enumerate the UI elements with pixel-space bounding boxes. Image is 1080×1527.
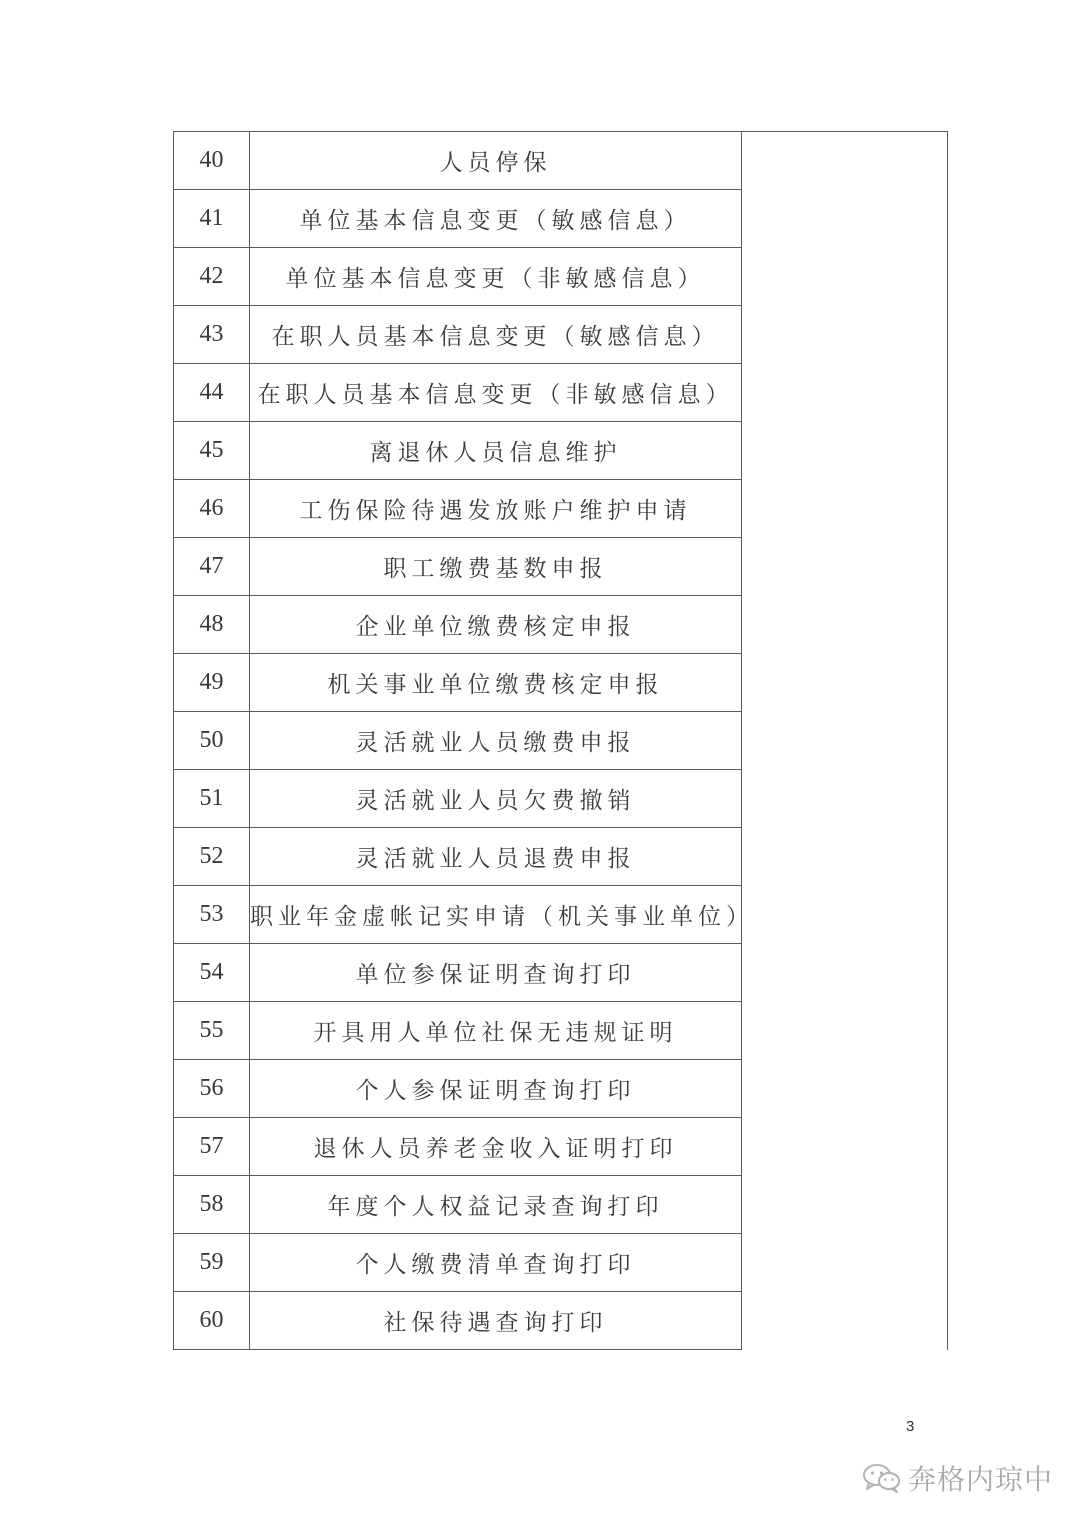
table-row	[174, 132, 948, 190]
item-name: 离退休人员信息维护	[250, 422, 742, 480]
row-number: 48	[174, 596, 250, 654]
item-name: 单位基本信息变更（敏感信息）	[250, 190, 742, 248]
item-name: 职业年金虚帐记实申请（机关事业单位）	[250, 886, 742, 944]
item-name: 个人缴费清单查询打印	[250, 1234, 742, 1292]
row-number: 59	[174, 1234, 250, 1292]
item-name: 灵活就业人员缴费申报	[250, 712, 742, 770]
item-name: 灵活就业人员欠费撤销	[250, 770, 742, 828]
page-number: 3	[906, 1418, 915, 1435]
item-name: 机关事业单位缴费核定申报	[250, 654, 742, 712]
row-number: 41	[174, 190, 250, 248]
service-items-table	[173, 131, 948, 1350]
row-number: 50	[174, 712, 250, 770]
row-number: 44	[174, 364, 250, 422]
watermark	[862, 1458, 1053, 1498]
item-name: 开具用人单位社保无违规证明	[250, 1002, 742, 1060]
item-name: 单位参保证明查询打印	[250, 944, 742, 1002]
remarks-cell	[742, 132, 948, 1350]
row-number: 53	[174, 886, 250, 944]
item-name: 个人参保证明查询打印	[250, 1060, 742, 1118]
row-number: 45	[174, 422, 250, 480]
row-number: 58	[174, 1176, 250, 1234]
row-number: 43	[174, 306, 250, 364]
row-number: 51	[174, 770, 250, 828]
row-number: 56	[174, 1060, 250, 1118]
row-number: 47	[174, 538, 250, 596]
item-name: 职工缴费基数申报	[250, 538, 742, 596]
row-number: 54	[174, 944, 250, 1002]
row-number: 40	[174, 132, 250, 190]
item-name: 单位基本信息变更（非敏感信息）	[250, 248, 742, 306]
row-number: 55	[174, 1002, 250, 1060]
wechat-icon	[862, 1463, 902, 1493]
watermark-text: 奔格内琼中	[908, 1463, 1054, 1496]
item-name: 人员停保	[250, 132, 742, 190]
item-name: 工伤保险待遇发放账户维护申请	[250, 480, 742, 538]
row-number: 60	[174, 1292, 250, 1350]
row-number: 57	[174, 1118, 250, 1176]
item-name: 社保待遇查询打印	[250, 1292, 742, 1350]
row-number: 52	[174, 828, 250, 886]
row-number: 49	[174, 654, 250, 712]
item-name: 企业单位缴费核定申报	[250, 596, 742, 654]
item-name: 退休人员养老金收入证明打印	[250, 1118, 742, 1176]
row-number: 42	[174, 248, 250, 306]
item-name: 在职人员基本信息变更（非敏感信息）	[250, 364, 742, 422]
row-number: 46	[174, 480, 250, 538]
item-name: 在职人员基本信息变更（敏感信息）	[250, 306, 742, 364]
item-name: 年度个人权益记录查询打印	[250, 1176, 742, 1234]
item-name: 灵活就业人员退费申报	[250, 828, 742, 886]
